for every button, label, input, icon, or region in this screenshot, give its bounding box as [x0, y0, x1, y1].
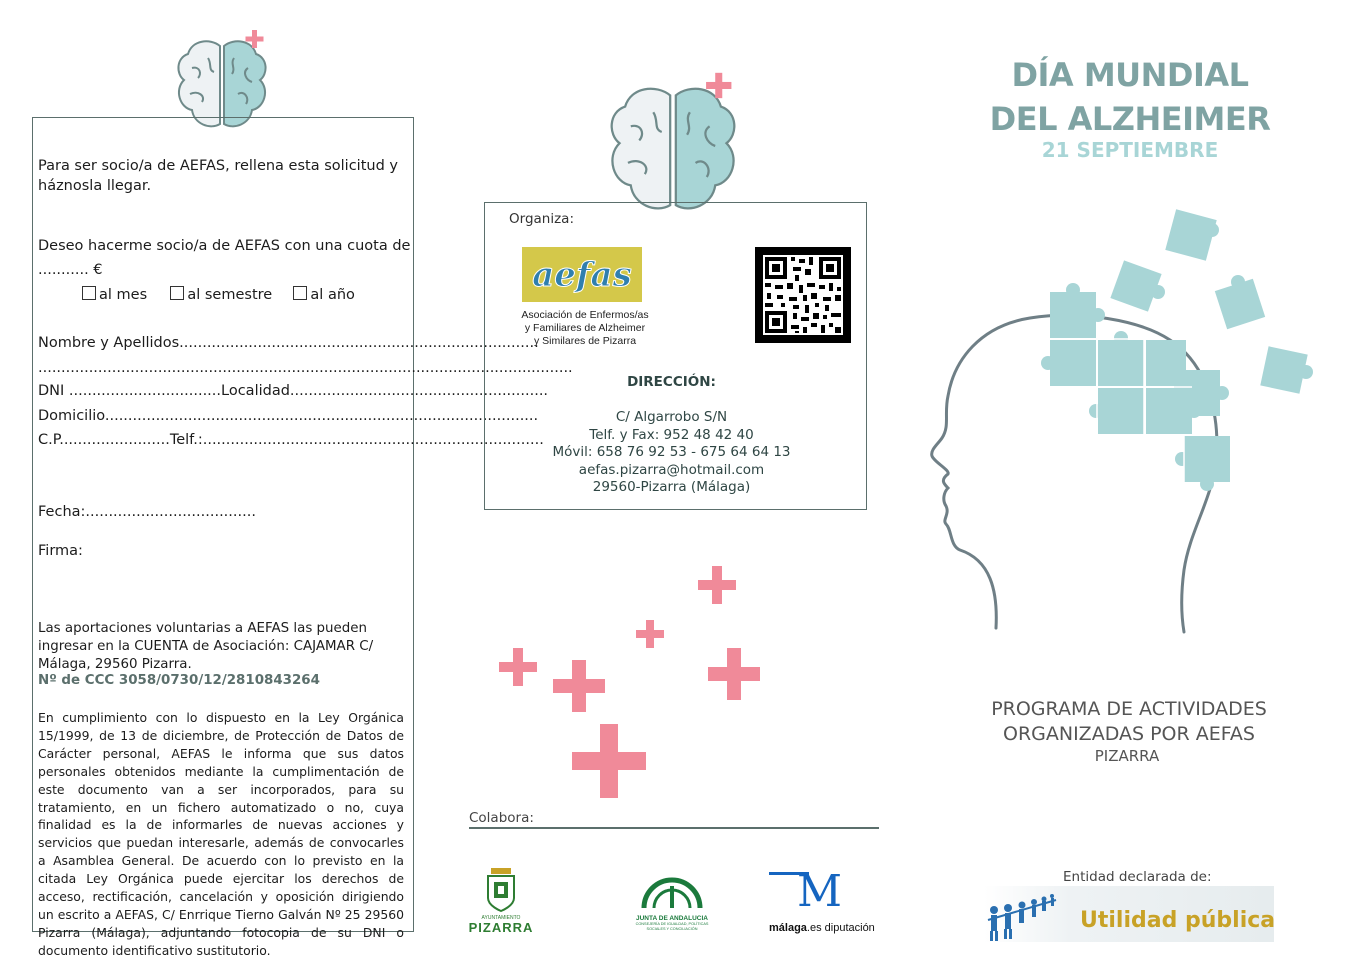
address-mobile[interactable]: Móvil: 658 76 92 53 - 675 64 64 13: [552, 444, 791, 461]
cover-date: 21 SEPTIEMBRE: [1041, 138, 1219, 162]
program-line1: PROGRAMA DE ACTIVIDADES: [991, 698, 1267, 720]
address-email[interactable]: aefas.pizarra@hotmail.com: [578, 461, 765, 478]
aefas-logo-caption: Asociación de Enfermos/as y Familiares de Alzheimer y Similares de Pizarra: [521, 309, 649, 347]
checkbox-semester[interactable]: al semestre: [170, 287, 272, 303]
quota-options: [82, 286, 355, 303]
collaborators-label: Colabora:: [469, 810, 534, 826]
program-line2: ORGANIZADAS POR AEFAS: [1002, 723, 1255, 745]
address-street: C/ Algarrobo S/N: [615, 409, 728, 425]
quota-amount: ........... €: [38, 262, 103, 278]
cover-title: [950, 53, 1310, 141]
address-city: 29560-Pizarra (Málaga): [592, 479, 751, 496]
organizer-label: Organiza:: [509, 211, 574, 227]
pizarra-label: PIZARRA: [468, 920, 534, 935]
address-block: [486, 409, 857, 497]
donations-text: Las aportaciones voluntarias a AEFAS las pueden ingresar en la CUENTA de Asociación: CAJAMAR C/ Málaga, 29560 Pizarra.: [38, 621, 374, 672]
junta-emblem-icon: [640, 876, 704, 910]
legal-text: En cumplimiento con lo dispuesto en la Ley Orgánica 15/1999, de 13 de diciembre, de Protección de Datos de Carácter personal, AEFAS le informa que sus datos personales obtenidos mediante la cumplimentación de este documento van a ser incorporados, para su tratamiento, en un fichero automatizado o no, cuya finalidad es la de informarles de nuevas acciones y servicios que puedan interesarle, además de convocarles a Asamblea General. De acuerdo con lo previsto en la citada Ley Orgánica puede ejercitar los derechos de acceso, rectificación, cancelación y oposición dirigiendo un escrito a AEFAS, C/ Enrrique Tierno Galván Nº 25 29560 Pizarra (Málaga), adjuntando fotocopia de su DNI o documento identificativo sustitutorio.: [38, 710, 404, 958]
pink-crosses-decoration: [490, 560, 780, 800]
brain-icon: [602, 70, 744, 222]
ayuntamiento-label: AYUNTAMIENTO: [481, 915, 521, 921]
aefas-logo-text: aefas: [532, 254, 632, 295]
cover-title-line2: DEL ALZHEIMER: [989, 100, 1271, 138]
malaga-diputacion-logo[interactable]: [767, 868, 879, 938]
quota-line: Deseo hacerme socio/a de AEFAS con una cuota de: [38, 238, 411, 254]
address-heading: DIRECCIÓN:: [627, 374, 716, 390]
coat-of-arms-icon: [485, 868, 517, 912]
collaborators-divider: [469, 827, 879, 829]
checkbox-yearly[interactable]: al año: [293, 287, 354, 303]
signature-label: Firma:: [38, 543, 83, 559]
form-intro: Para ser socio/a de AEFAS, rellena esta solicitud y háznosla llegar.: [38, 158, 398, 194]
public-utility-text: Utilidad pública: [1080, 908, 1276, 933]
malaga-text: málaga.es diputación: [769, 922, 875, 934]
qr-code[interactable]: [755, 247, 851, 343]
ayuntamiento-pizarra-logo[interactable]: [466, 868, 536, 938]
program-location: PIZARRA: [1094, 747, 1160, 765]
account-number: Nº de CCC 3058/0730/12/2810843264: [38, 673, 320, 688]
checkbox-monthly[interactable]: al mes: [82, 287, 147, 303]
dni-locality-field[interactable]: DNI .................................Localidad........................................................: [38, 383, 549, 399]
aefas-logo: [522, 247, 642, 302]
public-utility-badge: [984, 886, 1274, 942]
cover-title-line1: DÍA MUNDIAL: [1011, 56, 1249, 94]
head-puzzle-illustration: [920, 200, 1340, 640]
people-chain-icon: [986, 888, 1058, 942]
entity-label: Entidad declarada de:: [1063, 869, 1212, 885]
junta-name: JUNTA DE ANDALUCIA: [636, 915, 708, 922]
name-field-continued[interactable]: ....................................................................................................................: [38, 360, 573, 376]
address-field[interactable]: Domicilio..............................................................................................: [38, 408, 539, 424]
address-phone[interactable]: Telf. y Fax: 952 48 42 40: [589, 426, 754, 443]
junta-andalucia-logo[interactable]: [626, 876, 718, 936]
program-title: [940, 697, 1318, 747]
malaga-letter: M: [797, 866, 843, 917]
date-field[interactable]: Fecha:.....................................: [38, 504, 256, 520]
name-field[interactable]: Nombre y Apellidos..............................................................................: [38, 335, 539, 351]
cp-phone-field[interactable]: C.P........................Telf.:..........................................................................: [38, 432, 544, 448]
junta-sub: CONSEJERÍA DE IGUALDAD, POLÍTICAS SOCIALES Y CONCILIACIÓN: [635, 922, 709, 931]
